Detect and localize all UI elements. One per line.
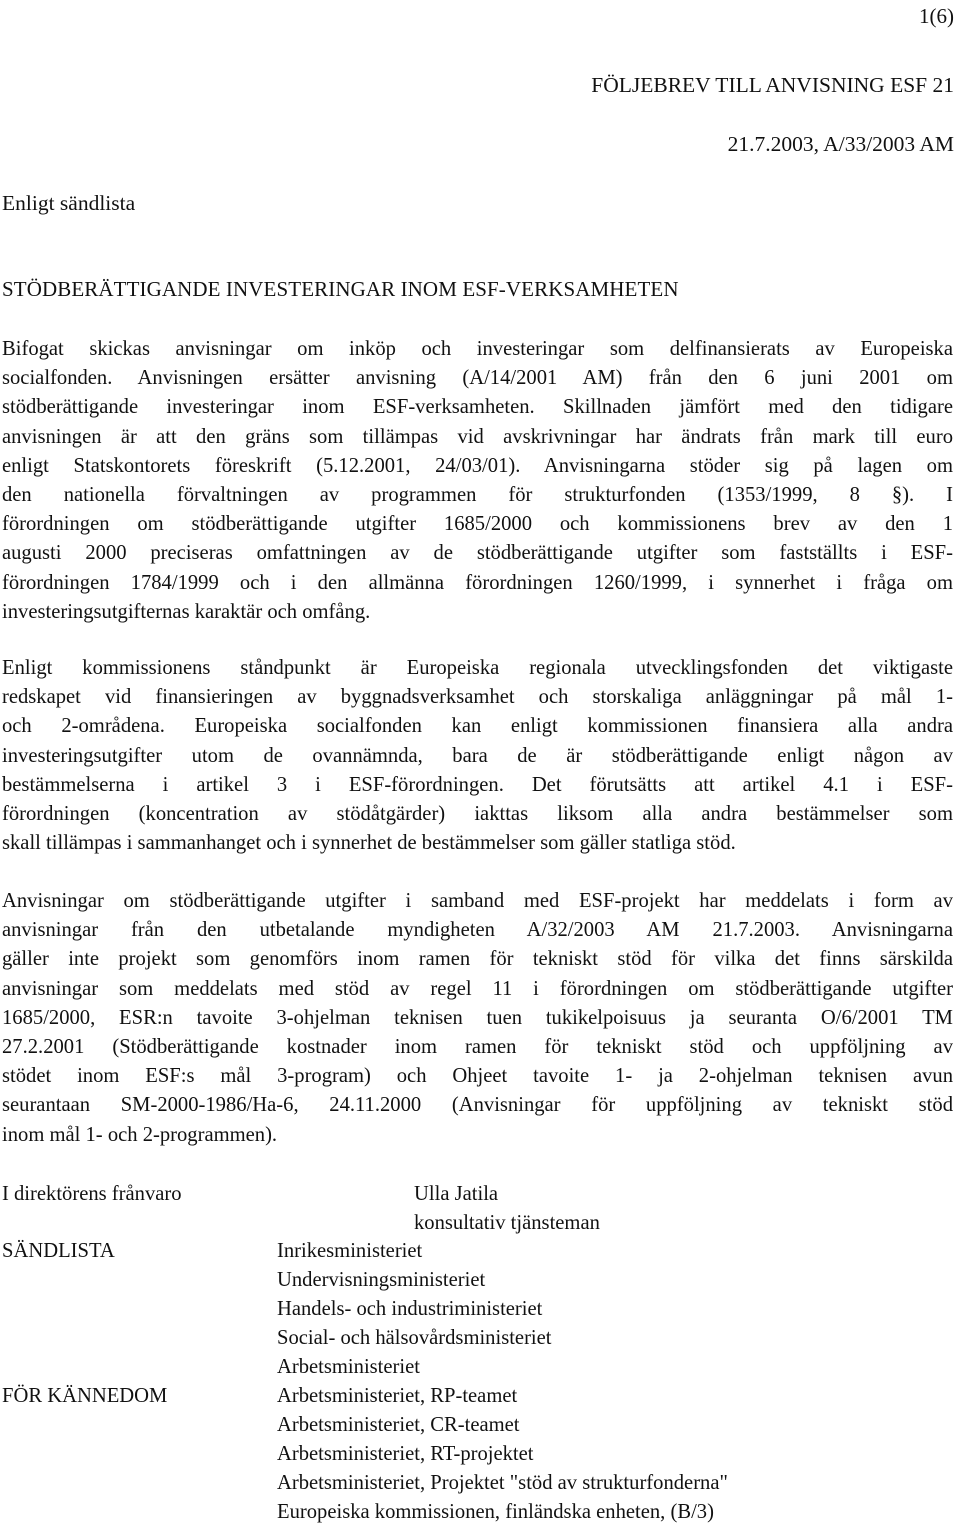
- paragraph-line: inom mål 1- och 2-programmen).: [2, 1123, 278, 1146]
- information-item: Europeiska kommissionen, finländska enheten, (B/3): [277, 1501, 714, 1523]
- information-item: Arbetsministeriet, Projektet "stöd av strukturfonderna": [277, 1472, 728, 1494]
- paragraph-line: Bifogat skickas anvisningar om inköp och investeringar som delfinansierats av Europeiska: [2, 338, 953, 360]
- distribution-item: Handels- och industriministeriet: [277, 1298, 543, 1320]
- paragraph-line: enligt Statskontorets föreskrift (5.12.2001, 24/03/01). Anvisningarna stöder sig på lagen om: [2, 454, 953, 477]
- paragraph-2: [2, 654, 953, 858]
- paragraph-1: [2, 335, 953, 627]
- paragraph-line: 27.2.2001 (Stödberättigande kostnader inom ramen för tekniskt stöd och uppföljning av: [2, 1036, 953, 1059]
- paragraph-line: anvisningar som meddelats med stöd av regel 11 i förordningen om stödberättigande utgifter: [2, 977, 953, 1000]
- distribution-item: Arbetsministeriet: [277, 1356, 420, 1378]
- paragraph-line: redskapet vid finansieringen av byggnadsverksamhet och storskaliga anläggningar på mål 1-: [2, 686, 953, 709]
- paragraph-line: seurantaan SM-2000-1986/Ha-6, 24.11.2000 (Anvisningar för uppföljning av tekniskt stöd: [2, 1094, 953, 1117]
- signature-on-behalf: I direktörens frånvaro: [2, 1183, 182, 1205]
- paragraph-line: socialfonden. Anvisningen ersätter anvisning (A/14/2001 AM) från den 6 juni 2001 om: [2, 367, 953, 390]
- paragraph-line: Enligt kommissionens ståndpunkt är Europeiska regionala utvecklingsfonden det viktigaste: [2, 657, 953, 679]
- paragraph-line: och 2-områdena. Europeiska socialfonden kan enligt kommissionen finansiera alla andra: [2, 715, 953, 738]
- distribution-list-label: SÄNDLISTA: [2, 1240, 115, 1262]
- information-item: Arbetsministeriet, RP-teamet: [277, 1385, 518, 1407]
- paragraph-line: förordningen 1784/1999 och i den allmänna förordningen 1260/1999, i synnerhet i fråga om: [2, 571, 953, 594]
- distribution-item: Undervisningsministeriet: [277, 1269, 486, 1291]
- paragraph-line: augusti 2000 preciseras omfattningen av de stödberättigande utgifter som fastställts i ESF-: [2, 542, 953, 565]
- paragraph-line: anvisningar från den utbetalande myndigheten A/32/2003 AM 21.7.2003. Anvisningarna: [2, 919, 953, 942]
- distribution-item: Social- och hälsovårdsministeriet: [277, 1327, 552, 1349]
- paragraph-line: gäller inte projekt som genomförs inom ramen för tekniskt stöd för vilka det finns särskilda: [2, 948, 953, 971]
- paragraph-line: anvisningen är att den gräns som tillämpas vid avskrivningar har ändrats från mark till euro: [2, 425, 953, 448]
- paragraph-line: stödberättigande investeringar inom ESF-verksamheten. Skillnaden jämfört med den tidigare: [2, 396, 953, 419]
- recipient-line: Enligt sändlista: [2, 191, 136, 215]
- information-item: Arbetsministeriet, RT-projektet: [277, 1443, 534, 1465]
- paragraph-line: förordningen (koncentration av stödåtgärder) iakttas liksom alla andra bestämmelser som: [2, 803, 953, 826]
- paragraph-line: Anvisningar om stödberättigande utgifter i samband med ESF-projekt har meddelats i form av: [2, 890, 953, 912]
- paragraph-3: [2, 887, 953, 1150]
- paragraph-line: skall tillämpas i sammanhanget och i synnerhet de bestämmelser som gäller statliga stöd.: [2, 832, 736, 855]
- paragraph-line: 1685/2000, ESR:n tavoite 3-ohjelman teknisen tuen tukikelpoisuus ja seuranta O/6/2001 TM: [2, 1006, 953, 1029]
- paragraph-line: bestämmelserna i artikel 3 i ESF-förordningen. Det förutsätts att artikel 4.1 i ESF-: [2, 773, 953, 796]
- distribution-item: Inrikesministeriet: [277, 1240, 423, 1262]
- for-information-label: FÖR KÄNNEDOM: [2, 1385, 168, 1407]
- page-number: 1(6): [919, 4, 954, 28]
- document-title: FÖLJEBREV TILL ANVISNING ESF 21: [591, 73, 954, 97]
- paragraph-line: den nationella förvaltningen av programmen för strukturfonden (1353/1999, 8 §). I: [2, 484, 953, 507]
- date-reference: 21.7.2003, A/33/2003 AM: [727, 132, 954, 156]
- paragraph-line: investeringsutgifter utom de ovannämnda, bara de är stödberättigande enligt någon av: [2, 744, 953, 767]
- paragraph-line: förordningen om stödberättigande utgifter 1685/2000 och kommissionens brev av den 1: [2, 513, 953, 536]
- signatory-name: Ulla Jatila: [414, 1183, 499, 1205]
- paragraph-line: investeringsutgifternas karaktär och omfång.: [2, 600, 371, 623]
- signatory-title: konsultativ tjänsteman: [414, 1212, 600, 1234]
- paragraph-line: stödet inom ESF:s mål 3-program) och Ohjeet tavoite 1- ja 2-ohjelman teknisen avun: [2, 1065, 953, 1088]
- information-item: Arbetsministeriet, CR-teamet: [277, 1414, 520, 1436]
- main-heading: STÖDBERÄTTIGANDE INVESTERINGAR INOM ESF-VERKSAMHETEN: [2, 277, 679, 301]
